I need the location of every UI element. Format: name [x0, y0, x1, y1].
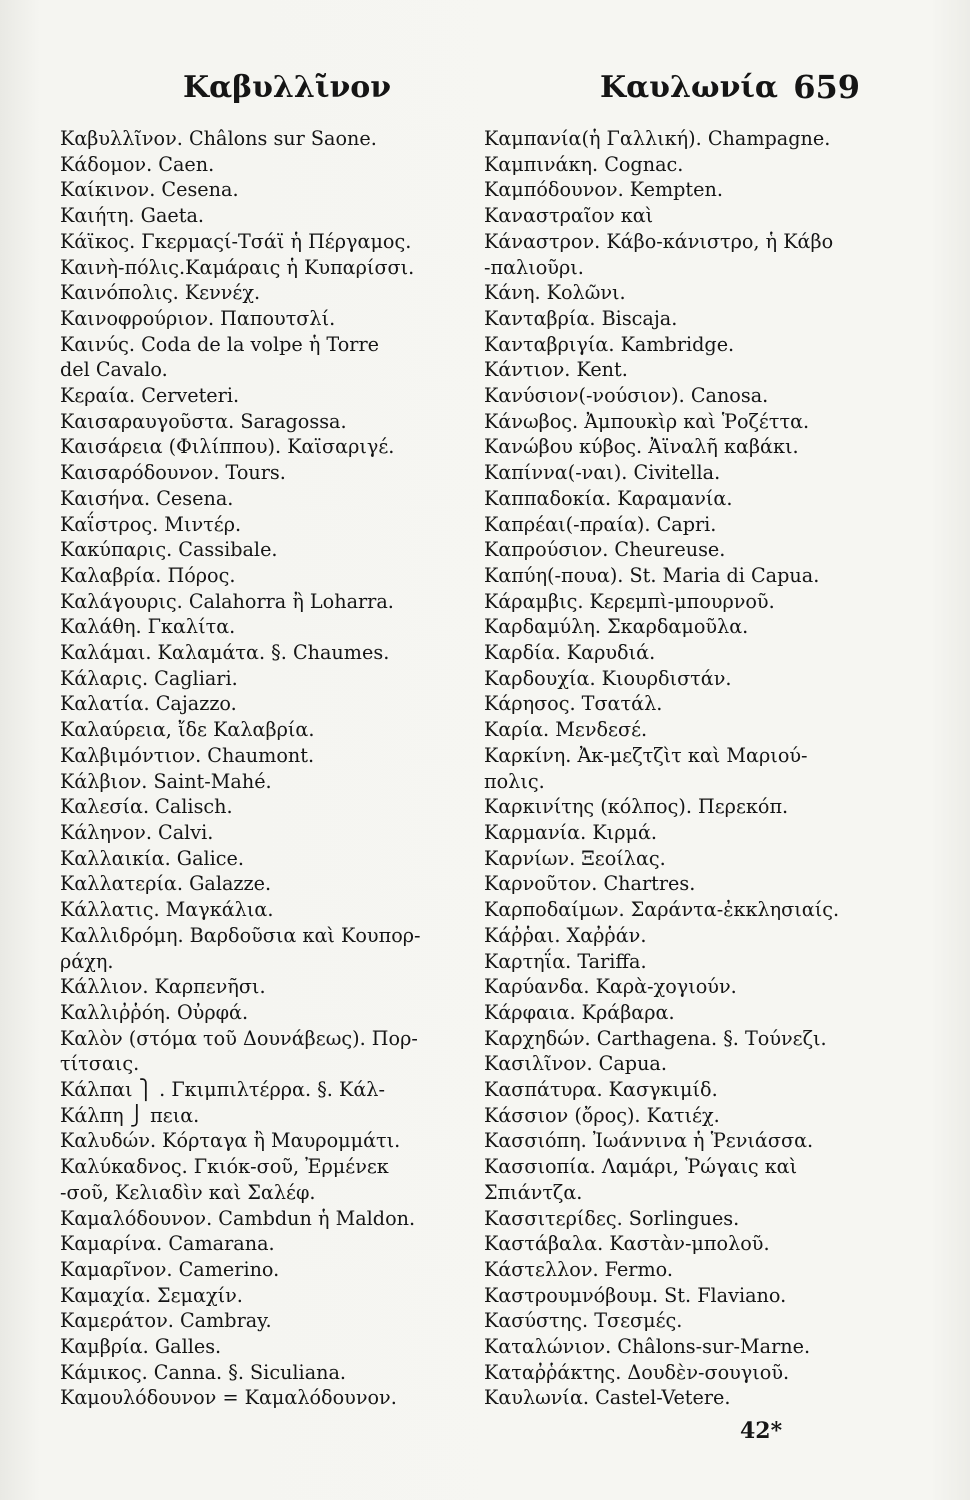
entry-line: Καλεσία. Calisch.	[60, 795, 233, 819]
entry-line: Κανταβριγία. Kambridge.	[484, 332, 735, 356]
entry-line: Καλβιμόντιον. Chaumont.	[60, 743, 315, 767]
entry-line: Κασύστης. Τσεσμές.	[484, 1309, 683, 1333]
entry-line: Καινόπολις. Κεννέχ.	[60, 281, 261, 305]
entry-line: Καρδουχία. Κιουρδιστάν.	[484, 666, 732, 690]
entry-line: Κάϊκος. Γκερμαςί-Τσάϊ ἡ Πέργαμος.	[60, 229, 412, 253]
entry-line: Καστάβαλα. Καστὰν-μπολοῦ.	[484, 1232, 770, 1256]
entry-line: -παλιοῦρι.	[484, 255, 584, 279]
entry-line: Καπίννα(-ναι). Civitella.	[484, 461, 721, 485]
entry-line: Κασιλῖνον. Capua.	[484, 1052, 667, 1076]
entry-line: Καρδαμύλη. Σκαρδαμοῦλα.	[484, 615, 749, 639]
entry-line: Καπύη(-πουα). St. Maria di Capua.	[484, 563, 820, 587]
entry-line: Κάλπαι ⎫ . Γκιμπιλτέρρα. §. Κάλ-	[60, 1078, 385, 1102]
entry-line: Καρνοῦτον. Chartres.	[484, 872, 696, 896]
page-number: 659	[793, 68, 860, 106]
entry-line: Καρύανδα. Καρὰ-χογιούν.	[484, 975, 737, 999]
entry-line: Κανώβου κύβος. Ἀϊναλῆ καβάκι.	[484, 435, 799, 459]
entry-line: Κάλβιον. Saint-Mahé.	[60, 769, 272, 793]
entry-line: Κανταβρία. Biscaja.	[484, 306, 678, 330]
entry-line: Καλύκαδνος. Γκιόκ-σοῦ, Ἐρμένεκ	[60, 1155, 389, 1179]
entry-line: Κάρφαια. Κράβαρα.	[484, 1000, 675, 1024]
entry-line: Καμπόδουνον. Kempten.	[484, 178, 723, 202]
entry-line: Καμαρίνα. Camarana.	[60, 1232, 275, 1256]
entry-line: Καρκίνη. Ἀκ-μεζτζὶτ καὶ Μαριού-	[484, 743, 808, 767]
entry-line: Καρμανία. Κιρμά.	[484, 820, 658, 844]
entry-line: Καινύς. Coda de la volpe ἡ Torre	[60, 332, 379, 356]
entry-line: Κασπάτυρα. Κασγκιμίδ.	[484, 1078, 718, 1102]
entry-line: Καβυλλῖνον. Châlons sur Saone.	[60, 127, 377, 150]
entry-line: Καμαλόδουνον. Cambdun ἡ Maldon.	[60, 1206, 416, 1230]
entry-line: Καλάθη. Γκαλίτα.	[60, 615, 236, 639]
entry-line: Κάνη. Κολῶνι.	[484, 281, 626, 305]
entry-line: Καρκινίτης (κόλπος). Περεκόπ.	[484, 795, 789, 819]
entry-line: Καπρέαι(-πραία). Capri.	[484, 512, 717, 536]
entry-line: Κεραία. Cerveteri.	[60, 384, 240, 408]
entry-line: Καμπανία(ἡ Γαλλική). Champagne.	[484, 127, 831, 150]
entry-line: Καλλιῤῥόη. Οὐρφά.	[60, 1000, 249, 1024]
entry-line: Καλλιδρόμη. Βαρδοῦσια καὶ Κουπορ-	[60, 923, 421, 947]
entry-line: Κάσσιον (ὄρος). Κατιέχ.	[484, 1103, 720, 1127]
entry-line: Καστρουμνόβουμ. St. Flaviano.	[484, 1283, 787, 1307]
entry-line: Καμαρῖνον. Camerino.	[60, 1257, 280, 1281]
entry-line: Κακύπαρις. Cassibale.	[60, 538, 278, 562]
right-column	[484, 126, 884, 1411]
entry-line: τίτσαις.	[60, 1052, 140, 1076]
entry-line: Καμεράτον. Cambray.	[60, 1309, 272, 1333]
entry-line: Καναστραῖον καὶ	[484, 204, 654, 228]
entry-line: Κάλπη ⎭ πεια.	[60, 1103, 200, 1127]
entry-line: Κάναστρον. Κάβο-κάνιστρο, ἡ Κάβο	[484, 229, 834, 253]
entry-line: Καρχηδών. Carthagena. §. Τούνεζι.	[484, 1026, 827, 1050]
running-head-left: Καβυλλῖνον	[183, 70, 392, 105]
signature-mark: 42*	[740, 1418, 783, 1444]
entry-line: Καλλατερία. Galazze.	[60, 872, 272, 896]
entry-line: Καμπινάκη. Cognac.	[484, 152, 684, 176]
entry-line: Κασσιοπία. Λαμάρι, Ῥώγαις καὶ	[484, 1155, 798, 1179]
entry-line: Καλαβρία. Πόρος.	[60, 563, 236, 587]
entry-line: del Cavalo.	[60, 358, 168, 382]
entry-line: Κάραμβις. Κερεμπὶ-μπουρνοῦ.	[484, 589, 775, 613]
entry-line: Καινοφρούριον. Παπουτσλί.	[60, 306, 336, 330]
entry-line: Καυλωνία. Castel-Vetere.	[484, 1386, 731, 1410]
entry-line: Κάλαρις. Cagliari.	[60, 666, 238, 690]
entry-line: πολις.	[484, 769, 545, 793]
entry-line: Κάῤῥαι. Χαῤῥάν.	[484, 923, 647, 947]
entry-line: Κασσιόπη. Ἰωάννινα ἡ Ῥενιάσσα.	[484, 1129, 814, 1153]
running-head-right: Καυλωνία	[600, 70, 778, 105]
entry-line: Κάντιον. Kent.	[484, 358, 628, 382]
entry-line: Καλάγουρις. Calahorra ἢ Loharra.	[60, 589, 394, 613]
entry-line: Καταῤῥάκτης. Δουδὲν-σουγιοῦ.	[484, 1360, 790, 1384]
entry-line: Καλυδών. Κόρταγα ἢ Μαυρομμάτι.	[60, 1129, 401, 1153]
entry-line: Καλατία. Cajazzo.	[60, 692, 237, 716]
left-column	[60, 126, 470, 1411]
entry-line: Καπρούσιον. Cheureuse.	[484, 538, 726, 562]
entry-line: Σπιάντζα.	[484, 1180, 583, 1204]
entry-line: Καλάμαι. Καλαμάτα. §. Chaumes.	[60, 641, 390, 665]
entry-line: Καππαδοκία. Καραμανία.	[484, 486, 733, 510]
entry-line: Καισάρεια (Φιλίππου). Καϊσαριγέ.	[60, 435, 395, 459]
entry-line: Καταλώνιον. Châlons-sur-Marne.	[484, 1335, 811, 1359]
entry-line: Καρνίων. Ξεοίλας.	[484, 846, 666, 870]
entry-line: Κάρησος. Τσατάλ.	[484, 692, 663, 716]
entry-line: Κάληνον. Calvi.	[60, 820, 214, 844]
entry-line: Καλὸν (στόμα τοῦ Δουνάβεως). Πορ-	[60, 1026, 418, 1050]
entry-line: Καμουλόδουνον = Καμαλόδουνον.	[60, 1386, 397, 1410]
page-header	[55, 62, 860, 114]
entry-line: Κασσιτερίδες. Sorlingues.	[484, 1206, 740, 1230]
entry-line: Κάλλιον. Καρπενῆσι.	[60, 975, 266, 999]
entry-line: Κάστελλον. Fermo.	[484, 1257, 673, 1281]
entry-line: -σοῦ, Κελιαδὶν καὶ Σαλέφ.	[60, 1180, 316, 1204]
entry-line: Κάλλατις. Μαγκάλια.	[60, 898, 274, 922]
entry-line: Κάδομον. Caen.	[60, 152, 215, 176]
entry-line: Καμαχία. Σεμαχίν.	[60, 1283, 243, 1307]
entry-line: Καισαρόδουνον. Tours.	[60, 461, 286, 485]
entry-line: Κανύσιον(-νούσιον). Canosa.	[484, 384, 769, 408]
entry-line: Καιήτη. Gaeta.	[60, 204, 204, 228]
entry-line: Κάνωβος. Ἀμπουκὶρ καὶ Ῥοζέττα.	[484, 409, 810, 433]
entry-line: Καρτηΐα. Tariffa.	[484, 949, 647, 973]
entry-line: Καισαραυγοῦστα. Saragossa.	[60, 409, 347, 433]
entry-line: Καρποδαίμων. Σαράντα-ἐκκλησιαίς.	[484, 898, 840, 922]
entry-line: Καισήνα. Cesena.	[60, 486, 234, 510]
entry-line: Κάμικος. Canna. §. Siculiana.	[60, 1360, 347, 1384]
entry-line: Καμβρία. Galles.	[60, 1335, 222, 1359]
entry-line: Καλλαικία. Galice.	[60, 846, 245, 870]
entry-line: ράχη.	[60, 949, 114, 973]
entry-line: Καίκινον. Cesena.	[60, 178, 239, 202]
entry-line: Καινὴ-πόλις.Καμάραις ἡ Κυπαρίσσι.	[60, 255, 415, 279]
entry-line: Καρδία. Καρυδιά.	[484, 641, 656, 665]
entry-line: Καλαύρεια, ἴδε Καλαβρία.	[60, 718, 315, 742]
entry-line: Καρία. Μενδεσέ.	[484, 718, 648, 742]
entry-line: Καΐστρος. Μιντέρ.	[60, 512, 242, 536]
